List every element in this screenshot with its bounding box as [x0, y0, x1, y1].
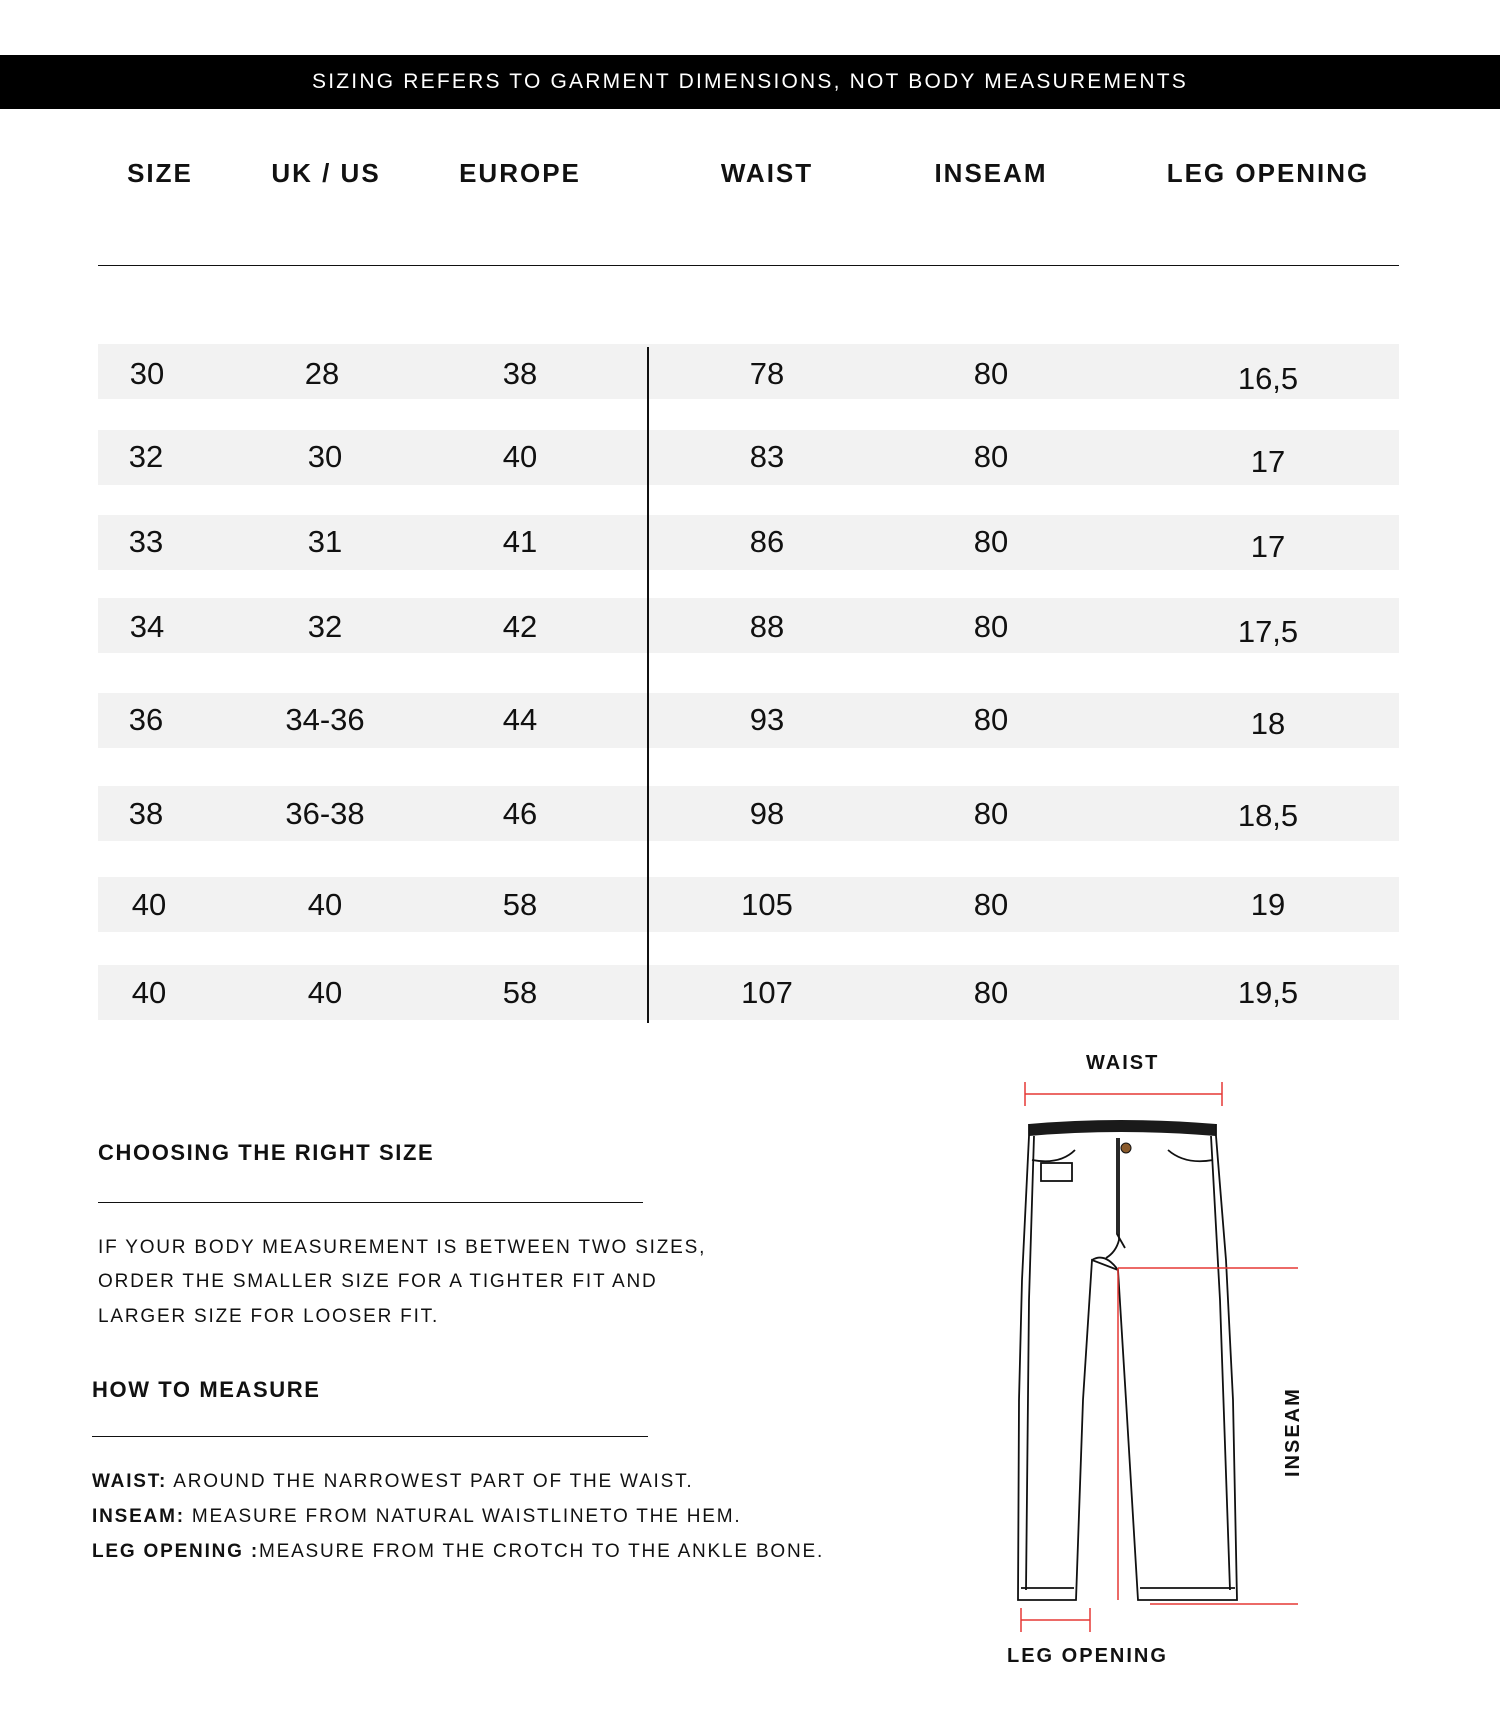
cell-europe: 58: [502, 887, 538, 922]
cell-size: 40: [131, 887, 167, 922]
cell-inseam: 80: [973, 609, 1009, 644]
measure-inseam-text: MEASURE FROM NATURAL WAISTLINETO THE HEM.: [184, 1506, 742, 1527]
cell-size: 38: [128, 796, 164, 831]
diagram-leg-opening-label: LEG OPENING: [1007, 1645, 1168, 1667]
cell-leg-opening: 16,5: [1237, 361, 1299, 396]
measure-divider: [92, 1436, 648, 1437]
cell-europe: 42: [502, 609, 538, 644]
cell-leg-opening: 17: [1250, 444, 1286, 479]
cell-inseam: 80: [973, 439, 1009, 474]
cell-waist: 86: [749, 524, 785, 559]
cell-uk-us: 31: [307, 524, 343, 559]
cell-size: 36: [128, 702, 164, 737]
choosing-line-3: LARGER SIZE FOR LOOSER FIT.: [98, 1306, 440, 1327]
cell-leg-opening: 19,5: [1237, 975, 1299, 1010]
cell-inseam: 80: [973, 702, 1009, 737]
cell-leg-opening: 17: [1250, 529, 1286, 564]
cell-waist: 105: [741, 887, 793, 922]
cell-leg-opening: 18: [1250, 706, 1286, 741]
cell-europe: 46: [502, 796, 538, 831]
cell-uk-us: 34-36: [285, 702, 365, 737]
cell-size: 34: [129, 609, 165, 644]
leg-opening-measure-line: [1021, 1608, 1090, 1632]
column-divider: [647, 347, 649, 1023]
measure-waist: [92, 1470, 694, 1494]
cell-uk-us: 36-38: [285, 796, 365, 831]
cell-inseam: 80: [973, 524, 1009, 559]
sizing-banner: [0, 55, 1500, 109]
cell-uk-us: 30: [307, 439, 343, 474]
header-inseam: INSEAM: [934, 158, 1048, 188]
cell-inseam: 80: [973, 796, 1009, 831]
header-size: SIZE: [127, 158, 193, 188]
header-leg-opening: LEG OPENING: [1166, 158, 1370, 188]
button-icon: [1121, 1143, 1131, 1153]
cell-waist: 88: [749, 609, 785, 644]
cell-uk-us: 40: [307, 975, 343, 1010]
cell-inseam: 80: [973, 356, 1009, 391]
choosing-title: CHOOSING THE RIGHT SIZE: [98, 1140, 435, 1165]
cell-size: 32: [128, 439, 164, 474]
diagram-inseam-label: INSEAM: [1282, 1387, 1304, 1477]
choosing-line-1: IF YOUR BODY MEASUREMENT IS BETWEEN TWO SIZES,: [98, 1237, 707, 1258]
cell-uk-us: 28: [304, 356, 340, 391]
choosing-line-2: ORDER THE SMALLER SIZE FOR A TIGHTER FIT AND: [98, 1271, 658, 1292]
pants-outline: [1018, 1124, 1237, 1600]
cell-size: 40: [131, 975, 167, 1010]
cell-europe: 38: [502, 356, 538, 391]
inseam-measure-lines: [1118, 1268, 1298, 1604]
cell-europe: 44: [502, 702, 538, 737]
cell-europe: 41: [502, 524, 538, 559]
cell-uk-us: 40: [307, 887, 343, 922]
cell-waist: 78: [749, 356, 785, 391]
waist-measure-line: [1025, 1082, 1222, 1106]
measure-leg-opening: [92, 1540, 824, 1564]
cell-waist: 107: [741, 975, 793, 1010]
cell-leg-opening: 18,5: [1237, 798, 1299, 833]
choosing-divider: [98, 1202, 643, 1203]
header-uk-us: UK / US: [271, 158, 381, 188]
measure-inseam: [92, 1505, 741, 1529]
cell-leg-opening: 19: [1250, 887, 1286, 922]
cell-leg-opening: 17,5: [1237, 614, 1299, 649]
cell-europe: 58: [502, 975, 538, 1010]
cell-size: 30: [129, 356, 165, 391]
cell-size: 33: [128, 524, 164, 559]
header-divider: [98, 265, 1399, 266]
cell-waist: 83: [749, 439, 785, 474]
measure-inseam-label: INSEAM:: [92, 1506, 185, 1527]
cell-inseam: 80: [973, 887, 1009, 922]
waistband: [1029, 1120, 1216, 1136]
measure-leg-text: MEASURE FROM THE CROTCH TO THE ANKLE BONE.: [258, 1541, 825, 1562]
header-waist: WAIST: [720, 158, 814, 188]
measure-leg-label: LEG OPENING :: [92, 1541, 259, 1562]
diagram-waist-label: WAIST: [1086, 1052, 1160, 1074]
banner-text: SIZING REFERS TO GARMENT DIMENSIONS, NOT BODY MEASUREMENTS: [312, 70, 1188, 93]
cell-europe: 40: [502, 439, 538, 474]
cell-waist: 93: [749, 702, 785, 737]
measure-waist-label: WAIST:: [92, 1471, 168, 1492]
cell-waist: 98: [749, 796, 785, 831]
header-europe: EUROPE: [459, 158, 581, 188]
cell-inseam: 80: [973, 975, 1009, 1010]
measure-waist-text: AROUND THE NARROWEST PART OF THE WAIST.: [167, 1471, 694, 1492]
measure-title: HOW TO MEASURE: [92, 1377, 321, 1402]
cell-uk-us: 32: [307, 609, 343, 644]
